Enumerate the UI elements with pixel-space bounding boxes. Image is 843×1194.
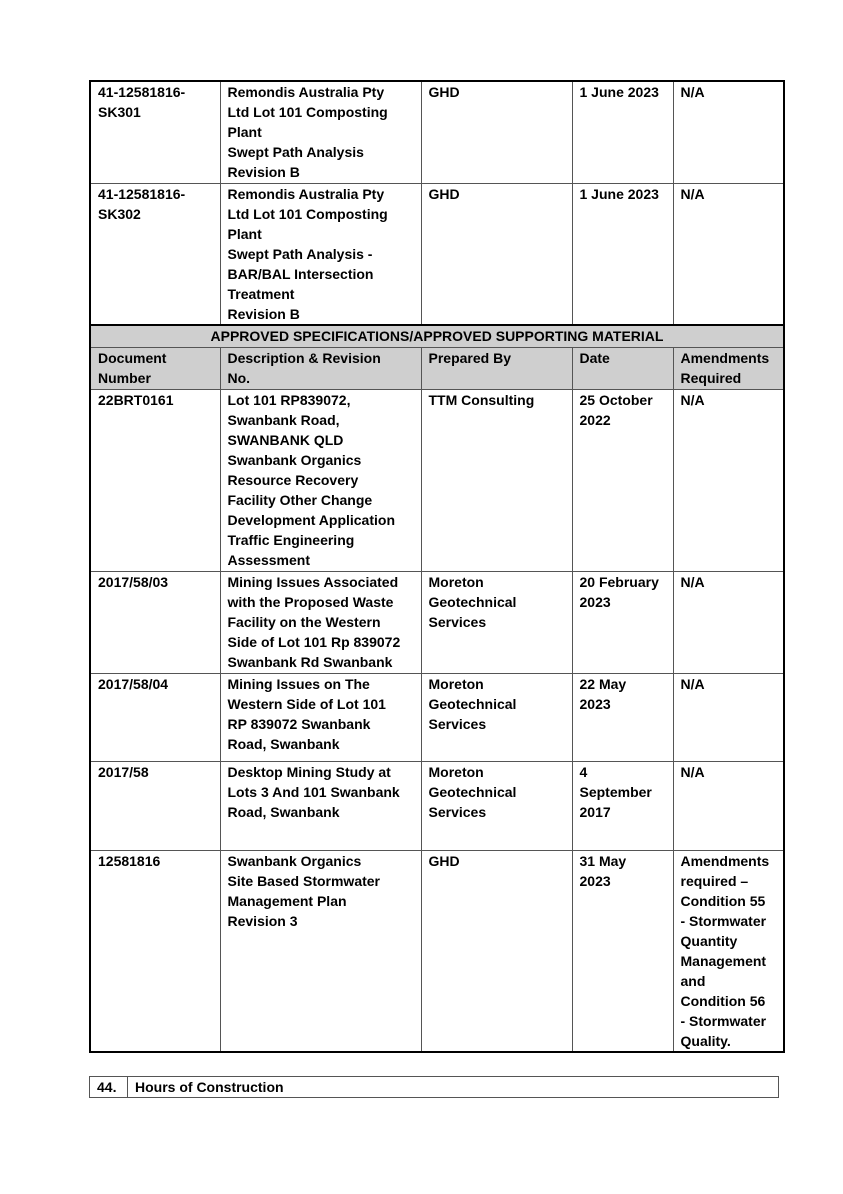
description-cell: Desktop Mining Study at Lots 3 And 101 Swanbank Road, Swanbank xyxy=(220,761,421,850)
amendments-cell: N/A xyxy=(673,389,784,571)
prepared-by-cell: Moreton Geotechnical Services xyxy=(421,761,572,850)
prepared-by-cell: Moreton Geotechnical Services xyxy=(421,673,572,761)
header-amendments: Amendments Required xyxy=(673,347,784,389)
amendments-cell: N/A xyxy=(673,571,784,673)
doc-number-cell: 12581816 xyxy=(90,850,220,1052)
doc-number-cell: 2017/58/04 xyxy=(90,673,220,761)
condition-number: 44. xyxy=(90,1077,128,1098)
date-cell: 22 May 2023 xyxy=(572,673,673,761)
table-row xyxy=(90,571,784,673)
header-description: Description & Revision No. xyxy=(220,347,421,389)
table-row xyxy=(90,850,784,1052)
condition-heading-row xyxy=(90,1077,779,1098)
documents-table xyxy=(89,80,785,1053)
description-cell: Mining Issues on The Western Side of Lot 101 RP 839072 Swanbank Road, Swanbank xyxy=(220,673,421,761)
header-document-number: Document Number xyxy=(90,347,220,389)
amendments-cell: N/A xyxy=(673,761,784,850)
date-cell: 31 May 2023 xyxy=(572,850,673,1052)
prepared-by-cell: GHD xyxy=(421,850,572,1052)
doc-number-cell: 41-12581816- SK301 xyxy=(90,81,220,183)
prepared-by-cell: GHD xyxy=(421,81,572,183)
amendments-cell: N/A xyxy=(673,183,784,325)
table-row xyxy=(90,81,784,183)
header-prepared-by: Prepared By xyxy=(421,347,572,389)
date-cell: 1 June 2023 xyxy=(572,81,673,183)
description-cell: Swanbank Organics Site Based Stormwater Management Plan Revision 3 xyxy=(220,850,421,1052)
table-row xyxy=(90,389,784,571)
doc-number-cell: 22BRT0161 xyxy=(90,389,220,571)
amendments-cell: Amendments required – Condition 55 - Stormwater Quantity Management and Condition 56 - Stormwater Quality. xyxy=(673,850,784,1052)
description-cell: Mining Issues Associated with the Proposed Waste Facility on the Western Side of Lot 101 Rp 839072 Swanbank Rd Swanbank xyxy=(220,571,421,673)
date-cell: 25 October 2022 xyxy=(572,389,673,571)
table-row xyxy=(90,761,784,850)
section-heading-row xyxy=(90,325,784,347)
header-date: Date xyxy=(572,347,673,389)
column-header-row xyxy=(90,347,784,389)
condition-heading-table xyxy=(89,1076,779,1098)
date-cell: 4 September 2017 xyxy=(572,761,673,850)
description-cell: Remondis Australia Pty Ltd Lot 101 Composting Plant Swept Path Analysis Revision B xyxy=(220,81,421,183)
prepared-by-cell: GHD xyxy=(421,183,572,325)
section-title: APPROVED SPECIFICATIONS/APPROVED SUPPORTING MATERIAL xyxy=(90,325,784,347)
condition-title: Hours of Construction xyxy=(128,1077,779,1098)
doc-number-cell: 2017/58/03 xyxy=(90,571,220,673)
doc-number-cell: 41-12581816- SK302 xyxy=(90,183,220,325)
amendments-cell: N/A xyxy=(673,81,784,183)
date-cell: 1 June 2023 xyxy=(572,183,673,325)
description-cell: Lot 101 RP839072, Swanbank Road, SWANBANK QLD Swanbank Organics Resource Recovery Facility Other Change Development Application Traffic Engineering Assessment xyxy=(220,389,421,571)
prepared-by-cell: Moreton Geotechnical Services xyxy=(421,571,572,673)
table-row xyxy=(90,673,784,761)
table-row xyxy=(90,183,784,325)
prepared-by-cell: TTM Consulting xyxy=(421,389,572,571)
amendments-cell: N/A xyxy=(673,673,784,761)
date-cell: 20 February 2023 xyxy=(572,571,673,673)
doc-number-cell: 2017/58 xyxy=(90,761,220,850)
description-cell: Remondis Australia Pty Ltd Lot 101 Composting Plant Swept Path Analysis - BAR/BAL Intersection Treatment Revision B xyxy=(220,183,421,325)
